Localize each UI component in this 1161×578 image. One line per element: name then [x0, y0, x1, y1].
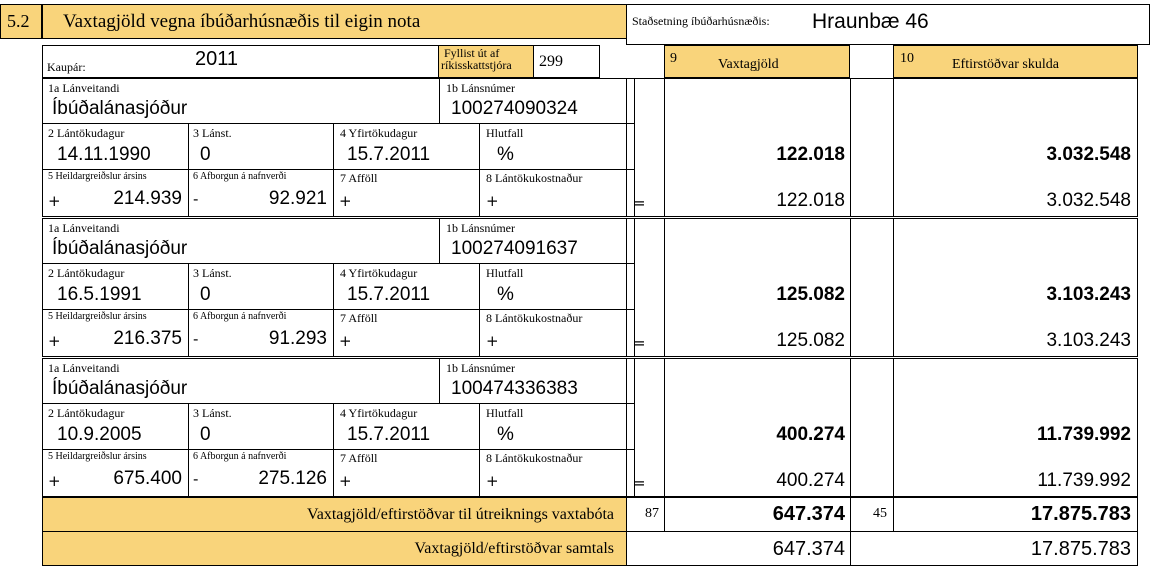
- loan-block: [0, 218, 1161, 358]
- loan-number-label: 1b Lánsnúmer: [446, 361, 515, 375]
- discount-sign: +: [339, 332, 352, 350]
- takeover-date-value[interactable]: 15.7.2011: [347, 424, 431, 445]
- calc-balance-code-cell: [850, 497, 894, 532]
- total-payments-label: 5 Heildargreiðslur ársins: [48, 171, 147, 182]
- share-label: Hlutfall: [486, 126, 524, 140]
- discount-label: 7 Afföll: [340, 311, 378, 325]
- calc-interest-code: 87: [645, 506, 659, 521]
- loan-date-label: 2 Lántökudagur: [48, 266, 125, 280]
- loan-cost-label: 8 Lántökukostnaður: [486, 171, 583, 185]
- interest-value[interactable]: 122.018: [776, 190, 845, 211]
- code-spacer-cell: [850, 358, 894, 497]
- calc-balance-code: 45: [873, 506, 887, 521]
- loan-term-label: 3 Lánst.: [193, 406, 232, 420]
- total-payments-value[interactable]: 216.375: [113, 328, 182, 349]
- loan-block: [0, 78, 1161, 218]
- balance-bold-value: 3.032.548: [1046, 144, 1131, 165]
- equals-sign: =: [633, 474, 646, 492]
- loan-term-label: 3 Lánst.: [193, 266, 232, 280]
- lender-value[interactable]: Íbúðalánasjóður: [52, 238, 188, 259]
- lender-label: 1a Lánveitandi: [48, 81, 120, 95]
- interest-column-number: 9: [670, 51, 677, 66]
- total-payments-label: 5 Heildargreiðslur ársins: [48, 311, 147, 322]
- discount-sign: +: [339, 472, 352, 490]
- loan-number-label: 1b Lánsnúmer: [446, 221, 515, 235]
- total-payments-value[interactable]: 675.400: [113, 468, 182, 489]
- takeover-date-label: 4 Yfirtökudagur: [340, 406, 418, 420]
- loan-number-value[interactable]: 100274090324: [451, 98, 578, 119]
- principal-value[interactable]: 92.921: [268, 188, 327, 209]
- balance-column-label: Eftirstöðvar skulda: [952, 57, 1059, 72]
- loan-number-value[interactable]: 100474336383: [451, 378, 578, 399]
- interest-value[interactable]: 125.082: [776, 330, 845, 351]
- total-payments-value[interactable]: 214.939: [113, 188, 182, 209]
- total-payments-sign: +: [48, 472, 61, 490]
- principal-value[interactable]: 91.293: [268, 328, 327, 349]
- lender-value[interactable]: Íbúðalánasjóður: [52, 98, 188, 119]
- balance-bold-value: 11.739.992: [1036, 424, 1131, 445]
- rsk-label-line2: ríkisskattstjóra: [441, 58, 512, 72]
- purchase-year-value[interactable]: 2011: [195, 48, 239, 70]
- loan-date-label: 2 Lántökudagur: [48, 126, 125, 140]
- balance-value[interactable]: 3.032.548: [1046, 190, 1131, 211]
- location-value[interactable]: Hraunbæ 46: [812, 10, 929, 33]
- discount-label: 7 Afföll: [340, 171, 378, 185]
- loan-cost-label: 8 Lántökukostnaður: [486, 311, 583, 325]
- code-spacer-cell: [850, 218, 894, 357]
- balance-column-number: 10: [900, 51, 914, 66]
- interest-bold-value: 400.274: [776, 424, 845, 445]
- loan-block: [0, 358, 1161, 498]
- loan-date-label: 2 Lántökudagur: [48, 406, 125, 420]
- takeover-date-label: 4 Yfirtökudagur: [340, 266, 418, 280]
- loan-term-label: 3 Lánst.: [193, 126, 232, 140]
- share-label: Hlutfall: [486, 266, 524, 280]
- takeover-date-label: 4 Yfirtökudagur: [340, 126, 418, 140]
- loan-number-value[interactable]: 100274091637: [451, 238, 578, 259]
- loan-cost-label: 8 Lántökukostnaður: [486, 451, 583, 465]
- principal-label: 6 Afborgun á nafnverði: [193, 311, 287, 322]
- balance-bold-value: 3.103.243: [1046, 284, 1131, 305]
- section-title: Vaxtagjöld vegna íbúðarhúsnæðis til eigin nota: [42, 4, 627, 39]
- discount-label: 7 Afföll: [340, 451, 378, 465]
- sum-interest-value: 647.374: [772, 538, 845, 560]
- share-percent[interactable]: %: [497, 284, 514, 305]
- sum-totals-label: Vaxtagjöld/eftirstöðvar samtals: [42, 531, 627, 566]
- loan-cost-sign: +: [486, 472, 499, 490]
- rsk-value: 299: [539, 53, 563, 70]
- principal-sign: -: [193, 470, 199, 488]
- takeover-date-value[interactable]: 15.7.2011: [347, 284, 431, 305]
- loan-term-value[interactable]: 0: [200, 144, 211, 165]
- discount-sign: +: [339, 192, 352, 210]
- share-percent[interactable]: %: [497, 424, 514, 445]
- balance-value[interactable]: 11.739.992: [1037, 470, 1131, 491]
- total-payments-label: 5 Heildargreiðslur ársins: [48, 451, 147, 462]
- interest-bold-value: 122.018: [776, 144, 845, 165]
- equals-sign: =: [633, 334, 646, 352]
- principal-sign: -: [193, 190, 199, 208]
- total-payments-sign: +: [48, 192, 61, 210]
- loan-cost-sign: +: [486, 192, 499, 210]
- takeover-date-value[interactable]: 15.7.2011: [347, 144, 431, 165]
- interest-column-label: Vaxtagjöld: [718, 57, 779, 72]
- loan-term-value[interactable]: 0: [200, 424, 211, 445]
- rsk-label-line1: Fyllist út af: [444, 46, 500, 60]
- loan-date-value[interactable]: 14.11.1990: [57, 144, 151, 165]
- balance-value[interactable]: 3.103.243: [1046, 330, 1131, 351]
- share-label: Hlutfall: [486, 406, 524, 420]
- equals-sign: =: [633, 194, 646, 212]
- lender-label: 1a Lánveitandi: [48, 361, 120, 375]
- principal-value[interactable]: 275.126: [258, 468, 327, 489]
- loan-date-value[interactable]: 16.5.1991: [57, 284, 142, 305]
- principal-label: 6 Afborgun á nafnverði: [193, 451, 287, 462]
- calc-interest-value: 647.374: [772, 503, 845, 525]
- principal-sign: -: [193, 330, 199, 348]
- lender-label: 1a Lánveitandi: [48, 221, 120, 235]
- loan-date-value[interactable]: 10.9.2005: [57, 424, 142, 445]
- interest-bold-value: 125.082: [776, 284, 845, 305]
- lender-value[interactable]: Íbúðalánasjóður: [52, 378, 188, 399]
- calc-balance-value: 17.875.783: [1030, 503, 1131, 525]
- loan-term-value[interactable]: 0: [200, 284, 211, 305]
- principal-label: 6 Afborgun á nafnverði: [193, 171, 287, 182]
- purchase-year-cell: [42, 45, 439, 78]
- share-percent[interactable]: %: [497, 144, 514, 165]
- purchase-year-label: Kaupár:: [47, 60, 86, 74]
- calc-totals-label: Vaxtagjöld/eftirstöðvar til útreiknings vaxtabóta: [42, 497, 627, 532]
- location-label: Staðsetning íbúðarhúsnæðis:: [632, 14, 770, 28]
- loan-cost-sign: +: [486, 332, 499, 350]
- loan-number-label: 1b Lánsnúmer: [446, 81, 515, 95]
- sum-balance-value: 17.875.783: [1030, 538, 1131, 560]
- interest-value[interactable]: 400.274: [776, 470, 845, 491]
- total-payments-sign: +: [48, 332, 61, 350]
- section-number: 5.2: [0, 4, 42, 39]
- code-spacer-cell: [850, 78, 894, 217]
